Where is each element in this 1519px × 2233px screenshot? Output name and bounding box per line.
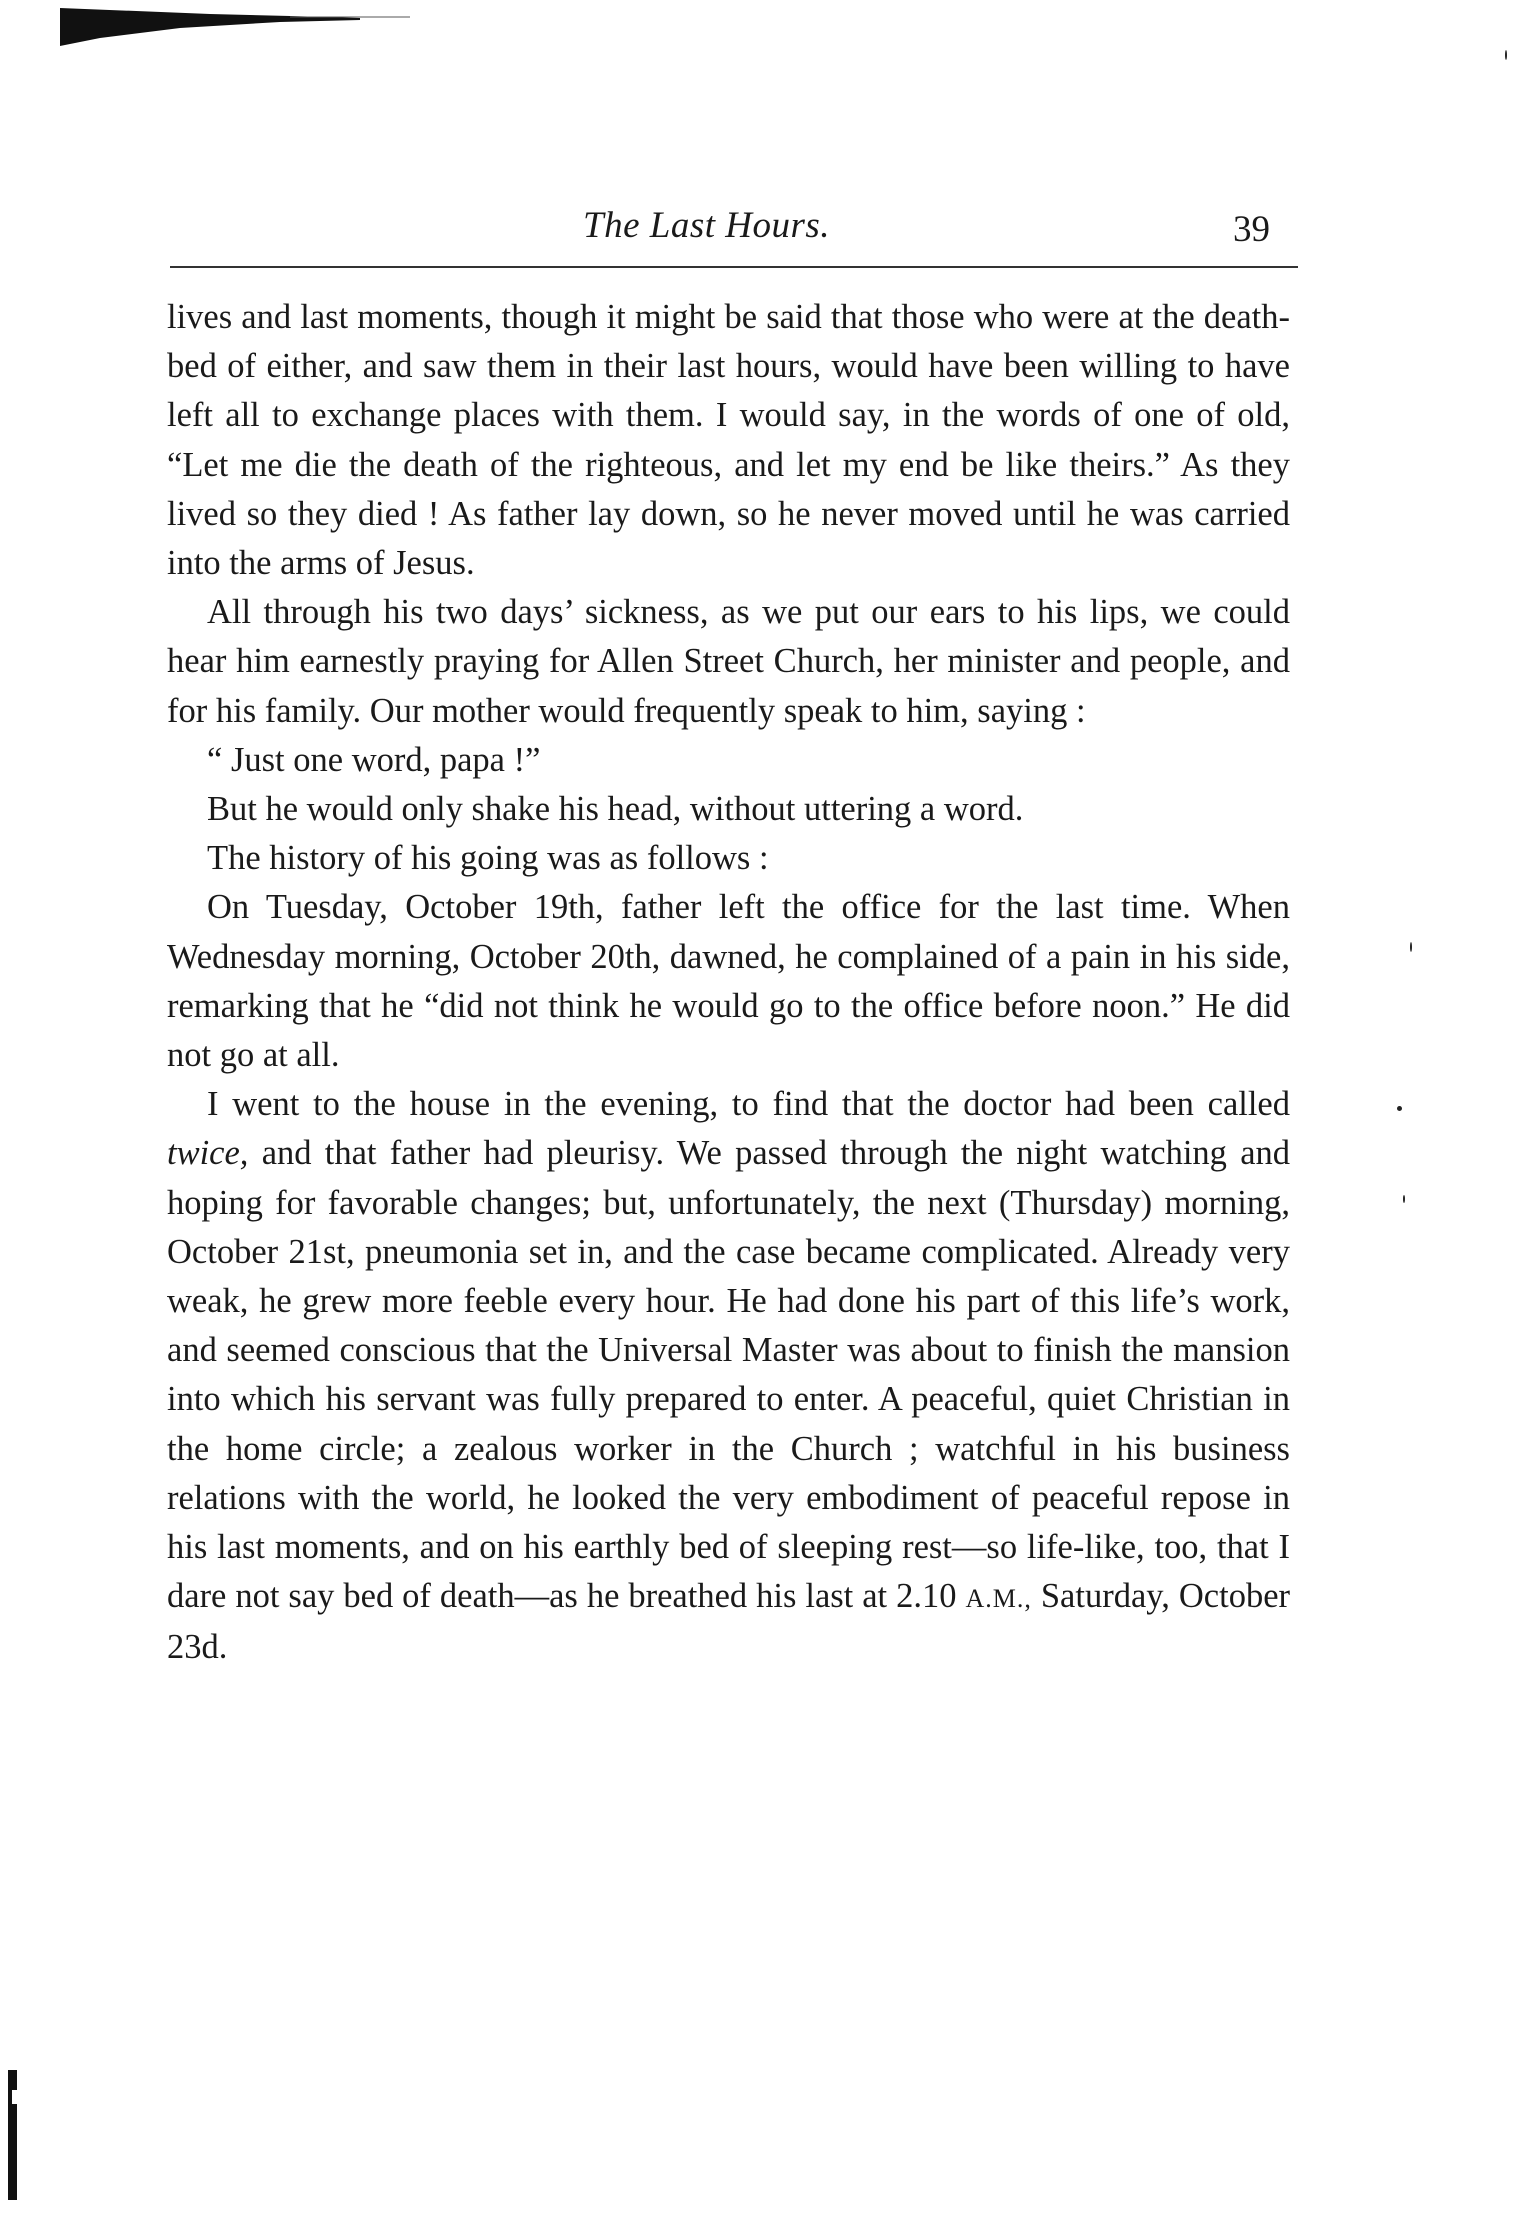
scan-speck: [1410, 942, 1412, 952]
paragraph-text: and that father had pleurisy. We passed through the night watching and hoping for favorable changes; but, unfortunately, the next (Thursday) morning, October 21st, pneumonia set in, and the case became complicated. Already very weak, he grew more feeble every hour. He had done his part of this life’s work, and seemed conscious that the Universal Master was about to finish the mansion into which his servant was fully prepared to enter. A peaceful, quiet Christian in the home circle; a zealous worker in the Church ; watchful in his business relations with the world, he looked the very embodiment of peaceful repose in his last moments, and on his earthly bed of sleeping rest—so life-like, too, that I dare not say bed of death—as he breathed his last at 2.10: [167, 1134, 1291, 1616]
time-text: A.M.,: [965, 1584, 1032, 1614]
running-title: The Last Hours.: [583, 205, 831, 246]
paragraph: lives and last moments, though it might be said that those who were at the death-bed of either, and saw them in their last hours, would have been willing to have left all to exchange places with them. I would say, in the words of one of old, “Let me die the death of the righteous, and let my end be like theirs.” As they lived so they died ! As father lay down, so he never moved until he was carried into the arms of Jesus.: [167, 298, 1290, 583]
running-head: [0, 200, 1519, 260]
emphasis-text: twice,: [167, 1134, 249, 1173]
paragraph-text: Saturday, October 23d.: [167, 1577, 1290, 1667]
scan-smudge-left: [4, 2070, 24, 2200]
body-text: [167, 293, 1290, 1673]
paragraph: The history of his going was as follows :: [207, 839, 769, 878]
paragraph: On Tuesday, October 19th, father left the office for the last time. When Wednesday morning, October 20th, dawned, he complained of a pain in his side, remarking that he “did not think he would go to the office before noon.” He did not go at all.: [167, 888, 1290, 1075]
scan-speck: [1505, 50, 1507, 60]
header-rule: [170, 266, 1298, 268]
paragraph: But he would only shake his head, without uttering a word.: [207, 790, 1024, 829]
paragraph: “ Just one word, papa !”: [207, 740, 541, 779]
paragraph-text: I went to the house in the evening, to find that the doctor had been called: [207, 1085, 1290, 1124]
paragraph: All through his two days’ sickness, as we put our ears to his lips, we could hear him earnestly praying for Allen Street Church, her minister and people, and for his family. Our mother would frequently speak to him, saying :: [167, 593, 1290, 730]
scan-speck: [1403, 1195, 1405, 1203]
scan-speck: [1397, 1106, 1402, 1111]
page-number: 39: [1233, 209, 1270, 250]
scan-smudge-top: [60, 0, 420, 50]
paragraph: [167, 1080, 1290, 1672]
